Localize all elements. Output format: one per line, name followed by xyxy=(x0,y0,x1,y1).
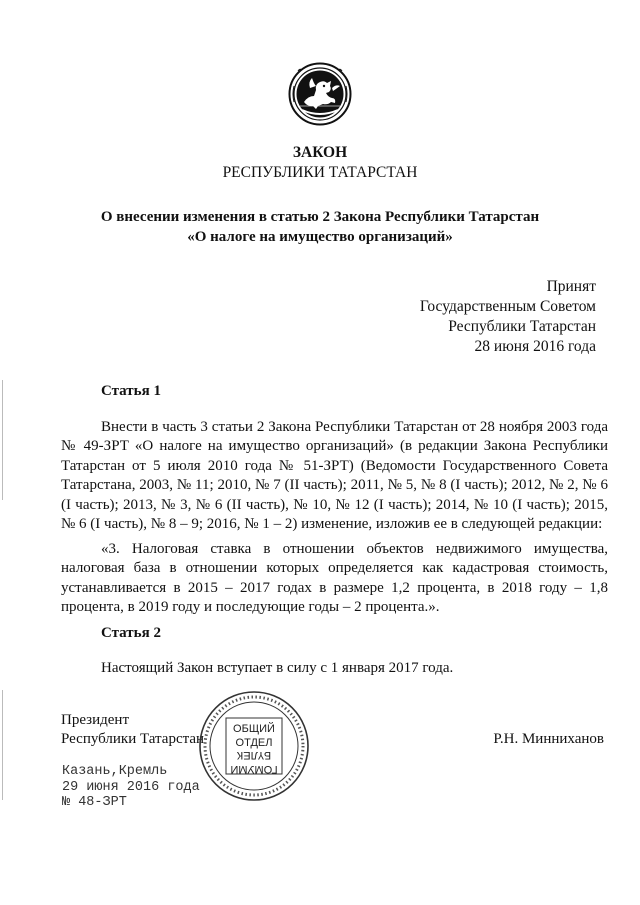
adopted-block xyxy=(420,277,596,357)
article-2-body: Настоящий Закон вступает в силу с 1 января 2017 года. xyxy=(101,660,454,676)
article-1-body: Внести в часть 3 статьи 2 Закона Республики Татарстан от 28 ноября 2003 года № 49-ЗРТ «О налоге на имущество организаций» (в редакции Закона Республики Татарстан от 5 июля 2010 года № 51-ЗРТ) (Ведомости Государственного Совета Татарстана, 2003, № 11; 2010, № 7 (II часть); 2011, № 5, № 8 (I часть); 2012, № 2, № 6 (I часть); 2013, № 3, № 6 (II часть), № 10, № 12 (I часть); 2014, № 10 (I часть); 2015, № 6 (I часть), № 8 – 9; 2016, № 1 – 2) изменение, изложив ее в следующей редакции: xyxy=(61,419,608,533)
signatory-name: Р.Н. Минниханов xyxy=(493,731,604,747)
adopted-date: 28 июня 2016 года xyxy=(474,338,596,355)
signatory-title xyxy=(61,711,204,749)
scan-edge-mark xyxy=(2,380,3,500)
tatarstan-coat-of-arms-icon xyxy=(288,62,352,126)
adopted-line-1: Принят xyxy=(546,278,596,295)
signatory-title-line-2: Республики Татарстан xyxy=(61,731,205,747)
article-1-heading: Статья 1 xyxy=(101,383,161,399)
adopted-line-3: Республики Татарстан xyxy=(448,318,596,335)
stamp-text-line-4: ГОМУМИ xyxy=(230,763,278,775)
stamp-text-line-1: ОБЩИЙ xyxy=(233,723,275,735)
article-1-quote: «3. Налоговая ставка в отношении объектов недвижимого имущества, налоговая база в отношении которых определяется как кадастровая стоимость, устанавливается в 2015 – 2017 годах в размере 1,2 процента, в 2018 году – 1,8 процента, в 2019 году и последующие годы – 2 процента.». xyxy=(61,541,608,616)
document-type-title: ЗАКОН xyxy=(292,144,348,161)
stamp-text-line-2: ОТДЕЛ xyxy=(235,737,273,749)
scan-edge-mark xyxy=(2,690,3,800)
issuer-title: РЕСПУБЛИКИ ТАТАРСТАН xyxy=(222,164,418,181)
registration-date: 29 июня 2016 года xyxy=(62,779,200,795)
stamp-text-line-3: БҮЛЕК xyxy=(236,749,272,761)
registration-number: № 48-ЗРТ xyxy=(62,795,127,810)
signatory-title-line-1: Президент xyxy=(61,712,129,728)
subject-line-2: «О налоге на имущество организаций» xyxy=(187,229,453,245)
article-2-heading: Статья 2 xyxy=(101,625,161,641)
subject-line-1: О внесении изменения в статью 2 Закона Республики Татарстан xyxy=(100,209,540,225)
registration-place: Казань,Кремль xyxy=(62,764,168,779)
registration-block xyxy=(62,764,200,811)
adopted-line-2: Государственным Советом xyxy=(419,298,596,315)
official-stamp xyxy=(196,688,312,804)
